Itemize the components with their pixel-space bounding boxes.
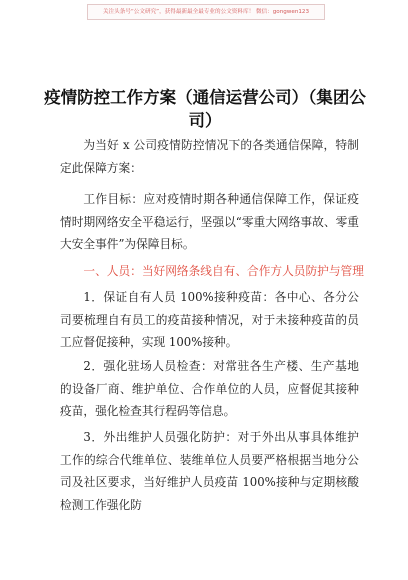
goal-paragraph: 工作目标：应对疫情时期各种通信保障工作，保证疫情时期网络安全平稳运行，坚强以“零重大网络事故、零重大安全事件”为保障目标。 xyxy=(60,192,359,251)
item-2-paragraph: 2．强化驻场人员检查：对常驻各生产楼、生产基地的设备厂商、维护单位、合作单位的人员，应督促其接种疫苗，强化检查其行程码等信息。 xyxy=(60,359,359,418)
section-heading-personnel: 一、人员：当好网络条线自有、合作方人员防护与管理 xyxy=(83,264,364,278)
intro-paragraph: 为当好 x 公司疫情防控情况下的各类通信保障，特制定此保障方案： xyxy=(60,138,359,175)
item-1-paragraph: 1．保证自有人员 100%接种疫苗：各中心、各分公司要梳理自有员工的疫苗接种情况，对于未接种疫苗的员工应督促接种，实现 100%接种。 xyxy=(60,290,359,349)
document-title: 疫情防控工作方案（通信运营公司）（集团公司） xyxy=(44,88,366,130)
header-banner: 关注头条号“公文研究”，获得最新最全最专业的公文资料库！ 微信：gongwen123 xyxy=(87,4,325,20)
item-3-paragraph: 3．外出维护人员强化防护：对于外出从事具体维护工作的综合代维单位、装维单位人员要严格根据当地分公司及社区要求，当好维护人员疫苗 100%接种与定期核酸检测工作强化防 xyxy=(60,430,359,512)
